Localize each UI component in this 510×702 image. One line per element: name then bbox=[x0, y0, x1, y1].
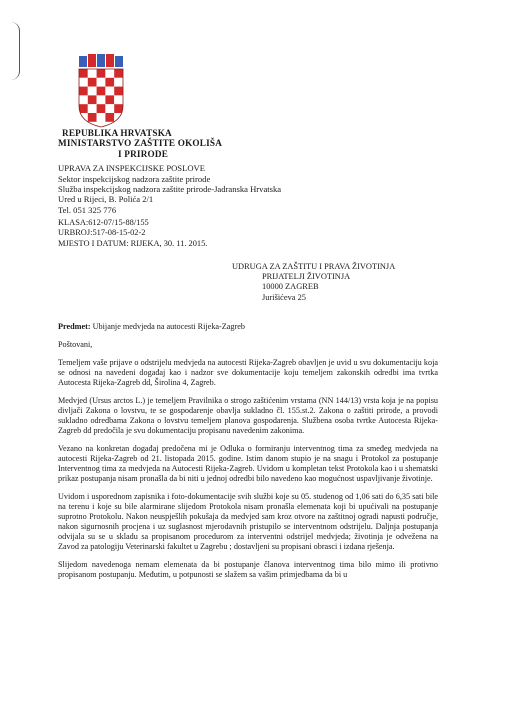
coat-check-square bbox=[105, 104, 114, 113]
paragraph-1: Temeljem vaše prijave o odstrijelu medvjeda na autocesti Rijeka-Zagreb obavljen je uvid u svu dokumentaciju koja se odnosi na navedeni događaj kao i nadzor sve dokumentacije koju temeljem zakonskih odredbi ima tvrtka Autocesta Rijeka-Zagreb dd, Širolina 4, Zagreb. bbox=[58, 358, 438, 387]
office-address: Ured u Rijeci, B. Polića 2/1 bbox=[58, 194, 154, 205]
directorate-name: UPRAVA ZA INSPEKCIJSKE POSLOVE bbox=[58, 163, 206, 174]
paragraph-3: Vezano na konkretan događaj predočena mi je Odluka o formiranju interventnog tima za smeđeg medvjeda na autocesti Rijeka-Zagreb od 21. listopada 2015. godine. Istim danom stupio je na snagu i Protokol za postupanje Interventnog tima za medvjeda na Autocesti Rijeka-Zagreb. Uvidom u kompletan tekst Protokola kao i u shematski prikaz postupanja nisam pronašla da bi niti u jednoj odredbi bilo navedeno kao mogućnost uspavljivanje životinje. bbox=[58, 444, 438, 483]
coat-check-square bbox=[114, 87, 123, 96]
office-phone: Tel. 051 325 776 bbox=[58, 204, 117, 215]
coat-check-square bbox=[88, 113, 97, 122]
coat-check-square bbox=[79, 69, 88, 78]
paragraph-2: Medvjed (Ursus arctos L.) je temeljem Pravilnika o strogo zaštićenim vrstama (NN 144/13) vrsta koja je na popisu divljači Zakona o lovstvu, te se gospodarenje obavlja sukladno čl. 155.st.2. Zakona o zaštiti prirode, a provodi sukladno odredbama Zakona o lovstvu temeljem planova gospodarenja. Službena osoba tvrtke Autocesta Rijeka-Zagreb dd predočila je svu dokumentaciju propisanu navedenim zakonima. bbox=[58, 396, 438, 435]
coat-check-square bbox=[88, 95, 97, 104]
coat-check-square bbox=[97, 87, 106, 96]
coat-check-square bbox=[105, 78, 114, 87]
coat-check-square bbox=[79, 87, 88, 96]
coat-shield bbox=[79, 69, 123, 122]
urbroj-number: URBROJ:517-08-15-02-2 bbox=[58, 228, 146, 238]
subject-line bbox=[58, 322, 438, 332]
recipient-address bbox=[232, 262, 395, 303]
ministry-name-line1: MINISTARSTVO ZAŠTITE OKOLIŠA bbox=[58, 138, 223, 149]
coat-check-square bbox=[114, 69, 123, 78]
paragraph-5: Slijedom navedenoga nemam elemenata da bi postupanje članova interventnog tima bilo mimo ili protivno propisanom postupanju. Međutim, u potpunosti se slažem sa vašim primjedbama da bi u bbox=[58, 560, 438, 579]
coat-check-square bbox=[88, 69, 97, 78]
coat-check-square bbox=[79, 104, 88, 113]
letter-body bbox=[58, 322, 438, 588]
coat-check-square bbox=[97, 95, 106, 104]
ministry-name-line2: I PRIRODE bbox=[118, 148, 169, 159]
coat-check-square bbox=[97, 69, 106, 78]
klasa-number: KLASA:612-07/15-88/155 bbox=[58, 218, 149, 227]
paragraph-4: Uvidom i usporednom zapisnika i foto-dokumentacije svih službi koje su 05. studenog od 1,06 sati do 6,35 sati bile na terenu i koje su bile alarmirane slijedom Protokola nisam pronašla elemenata koji bi upućivali na postupanje suprotno Protokolu. Nakon neuspješlih pokušaja da medvjed sam kroz otvore na zaštitnoj ogradi napusti područje, nakon sigurnosnih procjena i uz suglasnost mjerodavnih pristupilo se interventnom odstrijelu. Daljnja postupanja odvijala su se u skladu sa propisanom procedurom za interventni odstrijel medvjeda; životinja je odvežena na Zavod za patologiju Veterinarski fakultet u Zagrebu ; dostavljeni su propisani obrasci i izdana rješenja. bbox=[58, 492, 438, 551]
margin-bracket-mark bbox=[11, 22, 20, 80]
coat-check-square bbox=[105, 69, 114, 78]
croatian-coat-of-arms-icon bbox=[78, 54, 124, 128]
coat-check-square bbox=[88, 104, 97, 113]
coat-check-square bbox=[79, 95, 88, 104]
institution-header bbox=[58, 128, 281, 215]
recipient-line-3: 10000 ZAGREB bbox=[262, 282, 319, 292]
coat-check-square bbox=[97, 104, 106, 113]
coat-check-square bbox=[88, 78, 97, 87]
coat-check-square bbox=[79, 78, 88, 87]
greeting: Poštovani, bbox=[58, 340, 93, 349]
coat-check-square bbox=[97, 78, 106, 87]
country-name: REPUBLIKA HRVATSKA bbox=[62, 128, 172, 138]
service-name: Služba inspekcijskog nadzora zaštite prirode-Jadranska Hrvatska bbox=[58, 184, 282, 195]
coat-check-square bbox=[105, 87, 114, 96]
recipient-line-2: PRIJATELJI ŽIVOTINJA bbox=[262, 272, 351, 282]
coat-check-square bbox=[105, 95, 114, 104]
sector-name: Sektor inspekcijskog nadzora zaštite prirode bbox=[58, 173, 211, 184]
subject-label: Predmet: bbox=[58, 322, 91, 331]
coat-check-square bbox=[105, 113, 114, 122]
coat-check-square bbox=[97, 113, 106, 122]
coat-crown bbox=[79, 54, 123, 67]
coat-check-square bbox=[88, 87, 97, 96]
recipient-line-4: Jurišićeva 25 bbox=[262, 292, 306, 302]
coat-check-square bbox=[114, 104, 123, 113]
coat-check-square bbox=[114, 78, 123, 87]
place-and-date: MJESTO I DATUM: RIJEKA, 30. 11. 2015. bbox=[58, 238, 208, 248]
subject-text: Ubijanje medvjeda na autocesti Rijeka-Zagreb bbox=[90, 322, 245, 331]
recipient-line-1: UDRUGA ZA ZAŠTITU I PRAVA ŽIVOTINJA bbox=[232, 262, 396, 271]
coat-check-square bbox=[114, 95, 123, 104]
reference-block bbox=[58, 218, 207, 249]
